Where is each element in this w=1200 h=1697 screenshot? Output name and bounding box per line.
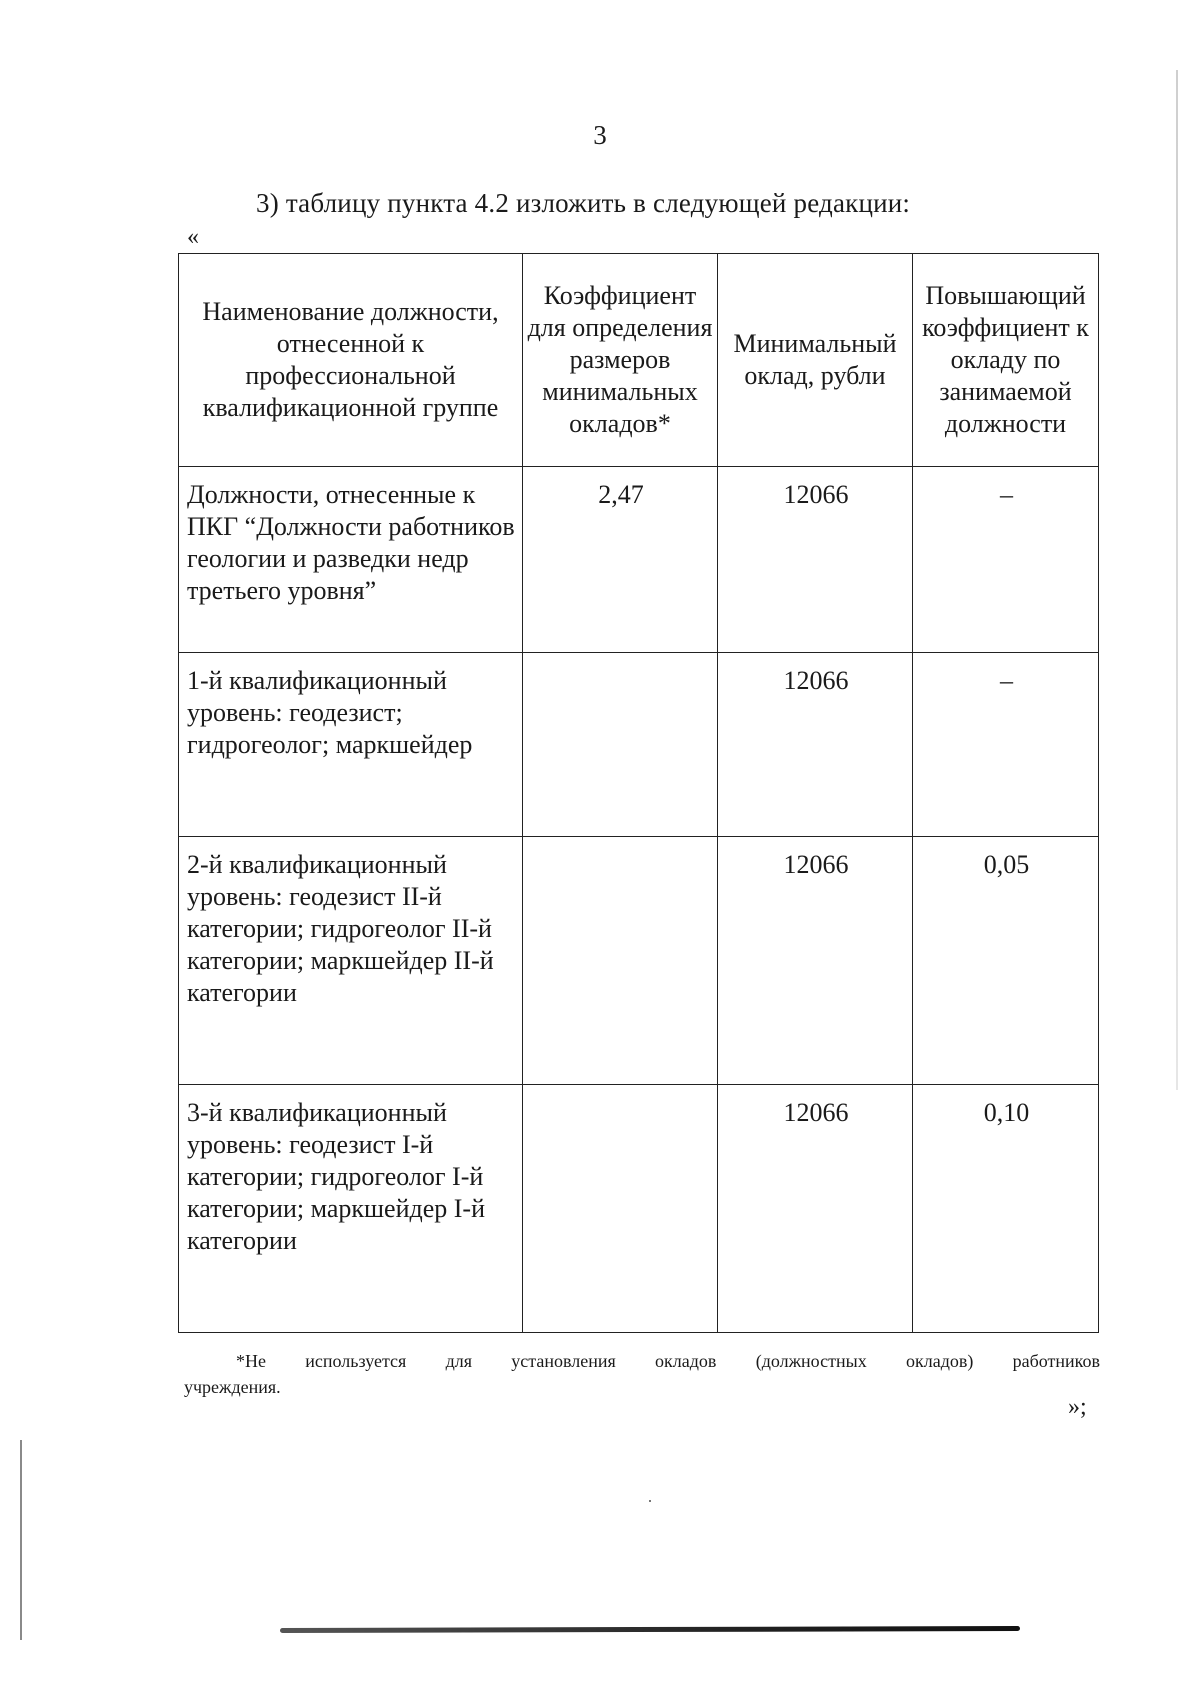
cell-coefficient [523, 837, 718, 1085]
cell-min-salary: 12066 [718, 1085, 913, 1333]
intro-text: 3) таблицу пункта 4.2 изложить в следующей редакции: [256, 188, 911, 218]
cell-position-name: 3-й квалификационный уровень: геодезист I-й категории; гидрогеолог I-й категории; маркшейдер I-й категории [179, 1085, 523, 1333]
table-row [179, 1085, 1099, 1333]
scan-smudge [280, 1626, 1020, 1633]
cell-raise-coefficient: 0,10 [913, 1085, 1099, 1333]
footnote [184, 1348, 1100, 1400]
table-header-row [179, 254, 1099, 467]
table-row [179, 653, 1099, 837]
header-min-salary: Минимальный оклад, рубли [718, 254, 913, 467]
page-number: 3 [593, 120, 607, 150]
cell-raise-coefficient: – [913, 653, 1099, 837]
close-quote: »; [1068, 1394, 1087, 1420]
cell-min-salary: 12066 [718, 837, 913, 1085]
footnote-line-1: *Не используется для установления окладов (должностных окладов) работников [236, 1351, 1100, 1371]
header-position-name: Наименование должности, отнесенной к профессиональной квалификационной группе [179, 254, 523, 467]
table-row [179, 837, 1099, 1085]
header-raise-coefficient: Повышающий коэффициент к окладу по занимаемой должности [913, 254, 1099, 467]
cell-coefficient [523, 1085, 718, 1333]
salary-table [178, 253, 1099, 1333]
cell-min-salary: 12066 [718, 653, 913, 837]
cell-position-name: 1-й квалификационный уровень: геодезист; гидрогеолог; маркшейдер [179, 653, 523, 837]
scan-edge-line [1176, 70, 1178, 1090]
cell-coefficient: 2,47 [523, 467, 718, 653]
cell-min-salary: 12066 [718, 467, 913, 653]
cell-raise-coefficient: 0,05 [913, 837, 1099, 1085]
footnote-line-2: учреждения. [184, 1377, 281, 1397]
cell-coefficient [523, 653, 718, 837]
scan-edge-line [20, 1440, 22, 1640]
open-quote: « [187, 224, 199, 250]
header-coefficient: Коэффициент для определения размеров минимальных окладов* [523, 254, 718, 467]
table-row [179, 467, 1099, 653]
cell-position-name: Должности, отнесенные к ПКГ “Должности работников геологии и разведки недр третьего уровня” [179, 467, 523, 653]
cell-raise-coefficient: – [913, 467, 1099, 653]
scan-speck [649, 1500, 651, 1502]
cell-position-name: 2-й квалификационный уровень: геодезист II-й категории; гидрогеолог II-й категории; маркшейдер II-й категории [179, 837, 523, 1085]
